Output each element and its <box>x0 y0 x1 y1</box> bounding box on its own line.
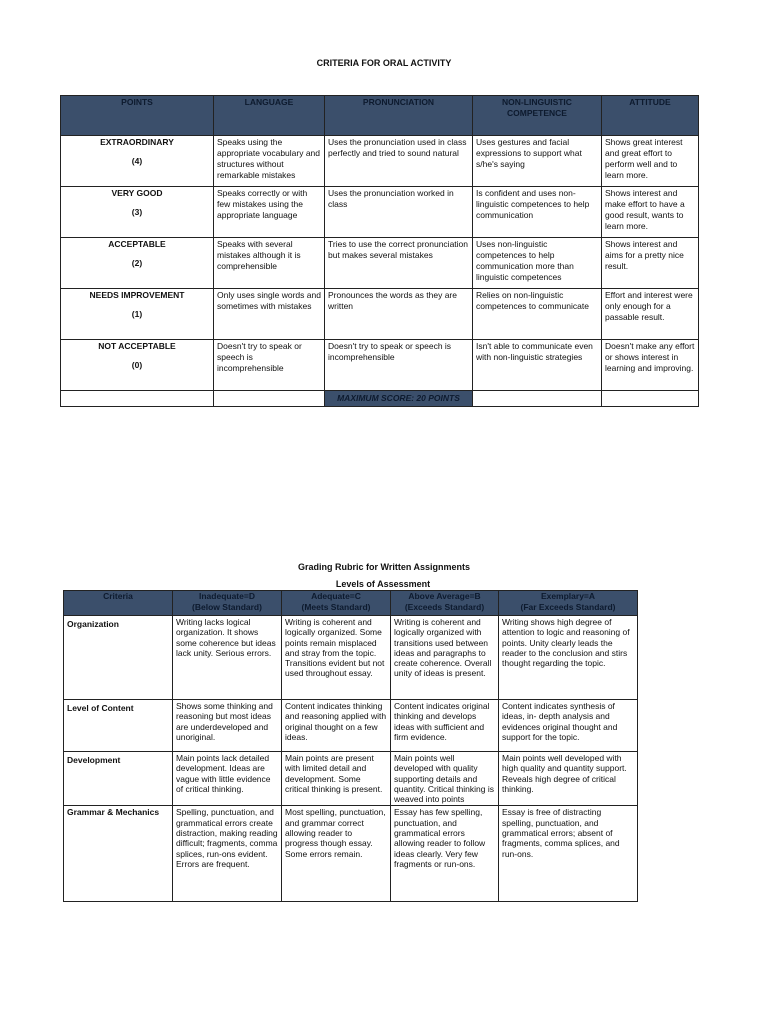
grade-d-cell: Main points lack detailed development. Ideas are vague with little evidence of critical thinking. <box>173 752 282 806</box>
empty-cell <box>602 391 699 407</box>
written-header-c <box>282 591 391 616</box>
pronunciation-cell: Doesn't try to speak or speech is incomprehensible <box>325 340 473 391</box>
oral-header-language: LANGUAGE <box>214 96 325 136</box>
criteria-cell: Development <box>64 752 173 806</box>
written-header-d <box>173 591 282 616</box>
header-top: Criteria <box>103 591 133 601</box>
nonlinguistic-cell: Isn't able to communicate even with non-linguistic strategies <box>473 340 602 391</box>
level-points: (2) <box>131 258 143 268</box>
written-header-b <box>391 591 499 616</box>
grade-b-cell: Writing is coherent and logically organized with transitions used between ideas and paragraphs to create coherence. Overall unity of ideas is present. <box>391 616 499 700</box>
level-points: (4) <box>131 156 143 166</box>
table-row <box>61 187 699 238</box>
oral-header-points: POINTS <box>61 96 214 136</box>
written-title: Grading Rubric for Written Assignments <box>297 562 470 572</box>
attitude-cell: Doesn't make any effort or shows interest in learning and improving. <box>602 340 699 391</box>
nonlinguistic-cell: Uses non-linguistic competences to help communication more than linguistic competences <box>473 238 602 289</box>
level-cell <box>61 289 214 340</box>
grade-a-cell: Essay is free of distracting spelling, punctuation, and grammatical errors; absent of fragments, comma splices, and run-ons. <box>499 806 638 902</box>
grade-b-cell: Essay has few spelling, punctuation, and grammatical errors allowing reader to follow ideas clearly. Very few fragments or run-ons. <box>391 806 499 902</box>
language-cell: Speaks correctly or with few mistakes using the appropriate language <box>214 187 325 238</box>
max-score-row <box>61 391 699 407</box>
grade-d-cell: Spelling, punctuation, and grammatical errors create distraction, making reading difficult; fragments, comma splices, run-ons evident. Errors are frequent. <box>173 806 282 902</box>
level-cell <box>61 340 214 391</box>
language-cell: Speaks using the appropriate vocabulary and structures without remarkable mistakes <box>214 136 325 187</box>
grade-d-cell: Writing lacks logical organization. It shows some coherence but ideas lack unity. Serious errors. <box>173 616 282 700</box>
level-name: EXTRAORDINARY <box>100 137 174 147</box>
language-cell: Speaks with several mistakes although it is comprehensible <box>214 238 325 289</box>
level-points: (1) <box>131 309 143 319</box>
level-cell <box>61 136 214 187</box>
table-row <box>61 289 699 340</box>
table-row <box>61 136 699 187</box>
header-top: Adequate=C <box>311 591 361 601</box>
oral-criteria-table <box>60 95 699 407</box>
nonlinguistic-cell: Is confident and uses non-linguistic competences to help communication <box>473 187 602 238</box>
attitude-cell: Shows interest and make effort to have a good result, wants to learn more. <box>602 187 699 238</box>
written-subtitle: Levels of Assessment <box>335 579 431 589</box>
attitude-cell: Effort and interest were only enough for a passable result. <box>602 289 699 340</box>
header-bottom: (Exceeds Standard) <box>404 602 485 612</box>
level-name: VERY GOOD <box>111 188 163 198</box>
pronunciation-cell: Uses the pronunciation worked in class <box>325 187 473 238</box>
oral-header-row <box>61 96 699 136</box>
criteria-cell: Grammar & Mechanics <box>64 806 173 902</box>
header-bottom: (Far Exceeds Standard) <box>520 602 616 612</box>
attitude-cell: Shows interest and aims for a pretty nice result. <box>602 238 699 289</box>
oral-header-nonlinguistic: NON-LINGUISTIC COMPETENCE <box>473 96 602 136</box>
header-top: Above Average=B <box>408 591 481 601</box>
header-top: Inadequate=D <box>199 591 255 601</box>
max-score-cell: MAXIMUM SCORE: 20 POINTS <box>325 391 473 407</box>
table-row <box>64 752 638 806</box>
oral-title: CRITERIA FOR ORAL ACTIVITY <box>316 58 452 68</box>
nonlinguistic-cell: Relies on non-linguistic competences to communicate <box>473 289 602 340</box>
pronunciation-cell: Tries to use the correct pronunciation but makes several mistakes <box>325 238 473 289</box>
header-top: Exemplary=A <box>540 591 596 601</box>
written-header-criteria <box>64 591 173 616</box>
level-points: (3) <box>131 207 143 217</box>
grade-c-cell: Content indicates thinking and reasoning applied with original thought on a few ideas. <box>282 700 391 752</box>
grade-b-cell: Content indicates original thinking and develops ideas with sufficient and firm evidence. <box>391 700 499 752</box>
header-bottom: (Below Standard) <box>192 602 262 612</box>
table-row <box>61 238 699 289</box>
written-header-row <box>64 591 638 616</box>
table-row <box>64 616 638 700</box>
table-row <box>64 700 638 752</box>
language-cell: Doesn't try to speak or speech is incomprehensible <box>214 340 325 391</box>
level-cell <box>61 187 214 238</box>
grade-a-cell: Content indicates synthesis of ideas, in- depth analysis and evidences original thought and support for the topic. <box>499 700 638 752</box>
empty-cell <box>214 391 325 407</box>
attitude-cell: Shows great interest and great effort to perform well and to learn more. <box>602 136 699 187</box>
grade-c-cell: Most spelling, punctuation, and grammar correct allowing reader to progress though essay. Some errors remain. <box>282 806 391 902</box>
table-row <box>64 806 638 902</box>
empty-cell <box>473 391 602 407</box>
pronunciation-cell: Pronounces the words as they are written <box>325 289 473 340</box>
language-cell: Only uses single words and sometimes with mistakes <box>214 289 325 340</box>
oral-header-pronunciation: PRONUNCIATION <box>325 96 473 136</box>
grade-b-cell: Main points well developed with quality supporting details and quantity. Critical thinking is weaved into points <box>391 752 499 806</box>
level-name: ACCEPTABLE <box>108 239 166 249</box>
pronunciation-cell: Uses the pronunciation used in class perfectly and tried to sound natural <box>325 136 473 187</box>
nonlinguistic-cell: Uses gestures and facial expressions to support what s/he's saying <box>473 136 602 187</box>
level-name: NEEDS IMPROVEMENT <box>89 290 185 300</box>
level-cell <box>61 238 214 289</box>
written-rubric-table <box>63 590 638 902</box>
written-header-a <box>499 591 638 616</box>
grade-d-cell: Shows some thinking and reasoning but most ideas are underdeveloped and unoriginal. <box>173 700 282 752</box>
criteria-cell: Organization <box>64 616 173 700</box>
level-points: (0) <box>131 360 143 370</box>
oral-header-attitude: ATTITUDE <box>602 96 699 136</box>
grade-c-cell: Writing is coherent and logically organized. Some points remain misplaced and stray from the topic. Transitions evident but not used throughout essay. <box>282 616 391 700</box>
empty-cell <box>61 391 214 407</box>
level-name: NOT ACCEPTABLE <box>98 341 176 351</box>
grade-a-cell: Writing shows high degree of attention to logic and reasoning of points. Unity clearly leads the reader to the conclusion and stirs thought regarding the topic. <box>499 616 638 700</box>
grade-a-cell: Main points well developed with high quality and quantity support. Reveals high degree of critical thinking. <box>499 752 638 806</box>
header-bottom: (Meets Standard) <box>301 602 371 612</box>
criteria-cell: Level of Content <box>64 700 173 752</box>
grade-c-cell: Main points are present with limited detail and development. Some critical thinking is present. <box>282 752 391 806</box>
table-row <box>61 340 699 391</box>
